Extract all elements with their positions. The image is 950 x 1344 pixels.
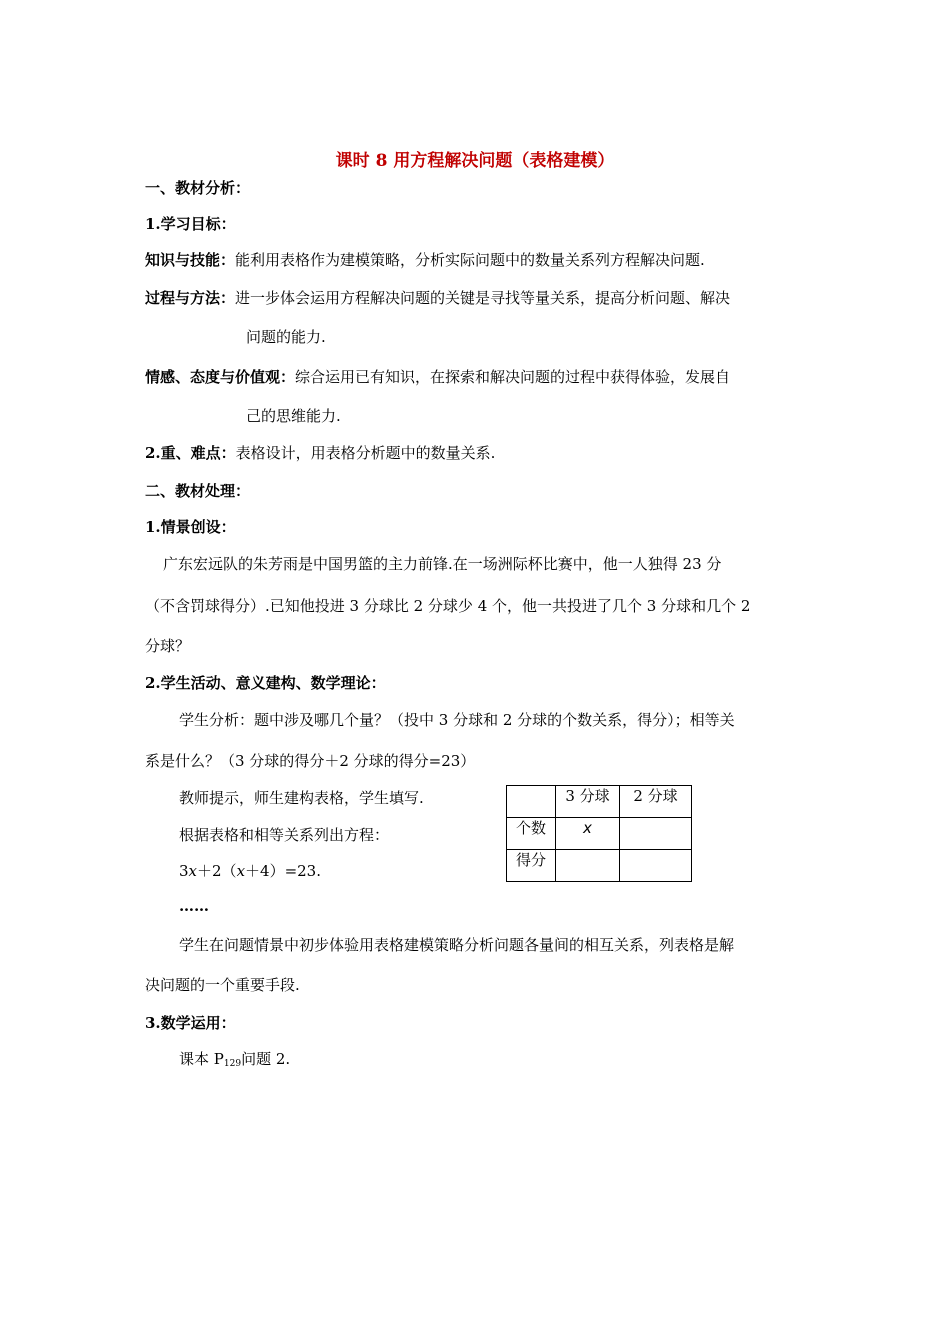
table-cell (507, 786, 556, 818)
learning-goals-heading: 1.学习目标： (145, 215, 236, 233)
knowledge-label: 知识与技能： (145, 251, 236, 269)
table-cell: x (556, 818, 620, 850)
analysis-text-2: 系是什么？（3 分球的得分＋2 分球的得分=23） (145, 752, 476, 770)
app-page-number: 129 (223, 1059, 242, 1069)
scenario-text-2: （不含罚球得分）.已知他投进 3 分球比 2 分球少 4 个，他一共投进了几个 3 分球和几个 2 (145, 597, 751, 615)
analysis-text-1: 学生分析：题中涉及哪几个量？（投中 3 分球和 2 分球的个数关系，得分）；相等关 (179, 711, 735, 729)
equation-intro: 根据表格和相等关系列出方程： (179, 826, 390, 844)
app-text-a: 课本 P (179, 1050, 224, 1068)
scenario-text-1: 广东宏远队的朱芳雨是中国男篮的主力前锋.在一场洲际杯比赛中，他一人独得 23 分 (163, 555, 722, 573)
student-activity-heading: 2.学生活动、意义建构、数学理论： (145, 674, 386, 692)
table-row (507, 818, 692, 850)
teacher-hint: 教师提示，师生建构表格，学生填写. (179, 789, 424, 807)
section-1-heading: 一、教材分析： (145, 179, 251, 197)
table-cell: 3 分球 (556, 786, 620, 818)
analysis-table (506, 785, 692, 882)
eq-coef: 3 (179, 862, 189, 880)
eq-end: ＋4）=23. (245, 862, 321, 880)
eq-mid: ＋2（ (197, 862, 237, 880)
table-cell: 个数 (507, 818, 556, 850)
summary-text-2: 决问题的一个重要手段. (145, 976, 300, 994)
scenario-heading: 1.情景创设： (145, 518, 236, 536)
key-points-label: 2.重、难点： (145, 444, 236, 462)
table-row (507, 850, 692, 882)
key-points-line (145, 443, 495, 463)
table-cell (620, 850, 692, 882)
emotion-line (145, 367, 730, 387)
table-cell: 得分 (507, 850, 556, 882)
equation (179, 861, 321, 881)
table-cell (620, 818, 692, 850)
table-cell (556, 850, 620, 882)
section-2-heading: 二、教材处理： (145, 482, 251, 500)
knowledge-line (145, 250, 705, 270)
emotion-label: 情感、态度与价值观： (145, 368, 296, 386)
process-text: 进一步体会运用方程解决问题的关键是寻找等量关系，提高分析问题、解决 (235, 289, 731, 307)
knowledge-text: 能利用表格作为建模策略，分析实际问题中的数量关系列方程解决问题. (235, 251, 705, 269)
summary-text-1: 学生在问题情景中初步体验用表格建模策略分析问题各量间的相互关系，列表格是解 (179, 936, 735, 954)
eq-var-1: x (188, 862, 198, 880)
emotion-text-cont: 己的思维能力. (246, 407, 341, 425)
app-text-b: 问题 2. (241, 1050, 291, 1068)
process-line (145, 288, 730, 308)
table-cell: 2 分球 (620, 786, 692, 818)
page-title: 课时 8 用方程解决问题（表格建模） (335, 151, 615, 171)
ellipsis: …… (179, 897, 209, 915)
emotion-text: 综合运用已有知识，在探索和解决问题的过程中获得体验，发展自 (295, 368, 731, 386)
application-heading: 3.数学运用： (145, 1014, 236, 1032)
process-label: 过程与方法： (145, 289, 236, 307)
application-text (179, 1049, 290, 1074)
key-points-text: 表格设计，用表格分析题中的数量关系. (235, 444, 496, 462)
scenario-text-3: 分球？ (145, 637, 191, 655)
table-row (507, 786, 692, 818)
process-text-cont: 问题的能力. (246, 328, 326, 346)
eq-var-2: x (236, 862, 246, 880)
